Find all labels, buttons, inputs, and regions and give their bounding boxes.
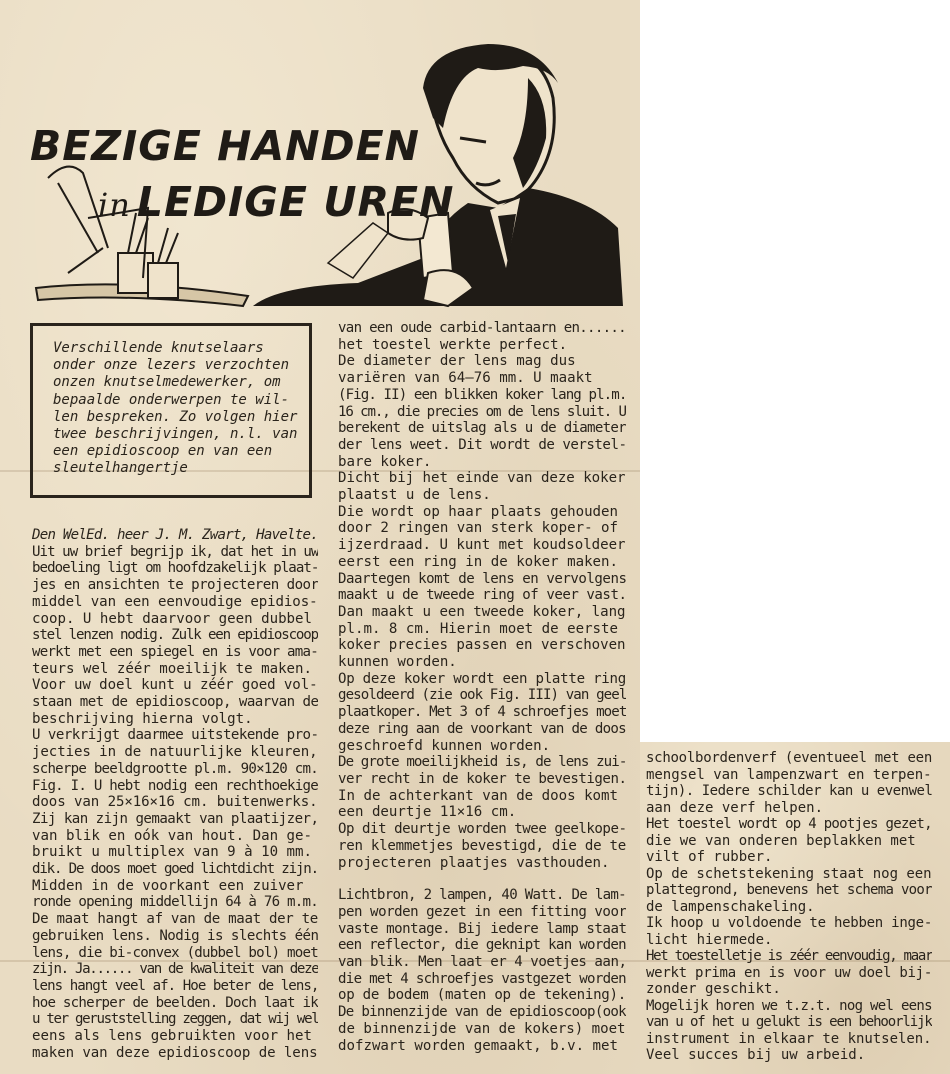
- text-line: scherpe beeldgrootte pl.m. 90×120 cm.: [32, 760, 318, 777]
- text-line: doos van 25×16×16 cm. buitenwerks.: [32, 794, 318, 811]
- text-line: pl.m. 8 cm. Hierin moet de eerste: [338, 620, 619, 637]
- text-line: Op dit deurtje worden twee geelkope-: [338, 821, 626, 838]
- text-line: die met 4 schroefjes vastgezet worden: [338, 970, 626, 987]
- text-line: bare koker.: [338, 453, 432, 470]
- text-line: Zij kan zijn gemaakt van plaatijzer,: [32, 810, 318, 827]
- text-line: coop. U hebt daarvoor geen dubbel: [32, 610, 313, 627]
- text-line: 16 cm., die precies om de lens sluit. U: [338, 403, 626, 420]
- text-line: aan deze verf helpen.: [646, 799, 824, 816]
- text-line: op de bodem (maten op de tekening).: [338, 987, 626, 1004]
- text-line: Dicht bij het einde van deze koker: [338, 470, 626, 487]
- intro-box: [30, 323, 312, 498]
- text-line: van een oude carbid-lantaarn en......: [338, 320, 626, 336]
- text-line: bedoeling ligt om hoofdzakelijk plaat-: [32, 560, 318, 577]
- text-line: Dan maakt u een tweede koker, lang: [338, 603, 626, 620]
- text-line: een deurtje 11×16 cm.: [338, 804, 517, 821]
- text-line: beschrijving hierna volgt.: [32, 710, 253, 727]
- text-line: van blik. Men laat er 4 voetjes aan,: [338, 954, 626, 971]
- text-line: eens als lens gebruikten voor het: [32, 1028, 313, 1045]
- intro-line: bepaalde onderwerpen te wil-: [53, 391, 290, 408]
- text-line: gesoldeerd (zie ook Fig. III) van geel: [338, 687, 626, 704]
- text-line: lens hangt veel af. Hoe beter de lens,: [32, 977, 318, 994]
- text-line: gebruiken lens. Nodig is slechts één: [32, 927, 318, 944]
- text-line: middel van een eenvoudige epidios-: [32, 593, 318, 610]
- header-illustration: [28, 38, 628, 308]
- intro-line: sleutelhangertje: [53, 460, 188, 477]
- text-line: Die wordt op haar plaats gehouden: [338, 503, 619, 520]
- text-line: Uit uw brief begrijp ik, dat het in uw: [32, 543, 318, 560]
- article-column-middle: [338, 320, 626, 1054]
- text-line: deze ring aan de voorkant van de doos: [338, 720, 626, 737]
- headline-line-2: [98, 178, 454, 226]
- column-left-body: [32, 544, 318, 1062]
- text-line: Daartegen komt de lens en vervolgens: [338, 570, 626, 587]
- text-line: u ter geruststelling zeggen, dat wij wel: [32, 1011, 318, 1028]
- text-line: eerst een ring in de koker maken.: [338, 553, 619, 570]
- text-line: hoe scherper de beelden. Doch laat ik: [32, 994, 318, 1011]
- text-line: variëren van 64—76 mm. U maakt: [338, 370, 593, 387]
- intro-line: twee beschrijvingen, n.l. van: [53, 426, 298, 443]
- text-line: dofzwart worden gemaakt, b.v. met: [338, 1037, 619, 1054]
- headline-line-1: BEZIGE HANDEN: [30, 122, 420, 170]
- intro-line: onzen knutselmedewerker, om: [53, 374, 281, 391]
- text-line: zonder geschikt.: [646, 981, 781, 997]
- text-line: De diameter der lens mag dus: [338, 353, 576, 370]
- column-middle-body: [338, 320, 626, 871]
- text-line: Het toestel wordt op 4 pootjes gezet,: [646, 816, 932, 832]
- text-line: vaste montage. Bij iedere lamp staat: [338, 920, 626, 937]
- article-column-left: [32, 527, 318, 1062]
- text-line: Op de schetstekening staat nog een: [646, 865, 932, 882]
- text-line: van u of het u gelukt is een behoorlijk: [646, 1014, 932, 1030]
- text-line: door 2 ringen van sterk koper- of: [338, 520, 619, 537]
- text-line: maakt u de tweede ring of veer vast.: [338, 587, 626, 604]
- man-writing-illustration: [253, 44, 623, 306]
- text-line: tijn). Iedere schilder kan u evenwel: [646, 783, 932, 799]
- text-line: jecties in de natuurlijke kleuren,: [32, 744, 318, 761]
- text-line: mengsel van lampenzwart en terpen-: [646, 766, 932, 783]
- text-line: ronde opening middellijn 64 à 76 m.m.: [32, 894, 318, 911]
- text-line: maken van deze epidioscoop de lens: [32, 1044, 318, 1061]
- text-line: bruikt u multiplex van 9 à 10 mm.: [32, 844, 313, 861]
- text-line: U verkrijgt daarmee uitstekende pro-: [32, 727, 318, 744]
- text-line: de lampenschakeling.: [646, 898, 815, 915]
- text-line: lens, die bi-convex (dubbel bol) moet: [32, 944, 318, 961]
- intro-line: onder onze lezers verzochten: [53, 357, 290, 374]
- headline-main: LEDIGE UREN: [136, 178, 455, 226]
- text-line: koker precies passen en verschoven: [338, 637, 626, 654]
- intro-line: een epidioscoop en van een: [53, 443, 273, 460]
- text-line: het toestel werkte perfect.: [338, 336, 568, 353]
- text-line: zijn. Ja...... van de kwaliteit van deze: [32, 961, 318, 978]
- text-line: teurs wel zéér moeilijk te maken.: [32, 660, 313, 677]
- text-line: kunnen worden.: [338, 654, 457, 671]
- text-line: Op deze koker wordt een platte ring: [338, 670, 626, 687]
- text-line: Veel succes bij uw arbeid.: [646, 1047, 866, 1063]
- text-line: plaatkoper. Met 3 of 4 schroefjes moet: [338, 704, 626, 721]
- headline-prefix: in: [98, 186, 131, 224]
- text-line: werkt prima en is voor uw doel bij-: [646, 964, 932, 981]
- text-line: stel lenzen nodig. Zulk een epidioscoop: [32, 627, 318, 644]
- text-line: staan met de epidioscoop, waarvan de: [32, 694, 318, 711]
- text-line: dik. De doos moet goed lichtdicht zijn.: [32, 861, 318, 878]
- text-line: Lichtbron, 2 lampen, 40 Watt. De lam-: [338, 887, 626, 904]
- text-line: die we van onderen beplakken met: [646, 832, 916, 849]
- text-line: instrument in elkaar te knutselen.: [646, 1030, 932, 1047]
- text-line: (Fig. II) een blikken koker lang pl.m.: [338, 386, 626, 403]
- text-line: pen worden gezet in een fitting voor: [338, 903, 626, 920]
- text-line: Het toestelletje is zéér eenvoudig, maar: [646, 948, 932, 964]
- text-line: Midden in de voorkant een zuiver: [32, 877, 304, 894]
- text-line: Voor uw doel kunt u zéér goed vol-: [32, 677, 318, 694]
- text-line: een reflector, die geknipt kan worden: [338, 937, 626, 954]
- intro-line: len bespreken. Zo volgen hier: [53, 408, 298, 425]
- text-line: van blik en oók van hout. Dan ge-: [32, 827, 313, 844]
- text-line: jes en ansichten te projecteren door: [32, 577, 318, 594]
- text-line: licht hiermede.: [646, 931, 773, 948]
- text-line: projecteren plaatjes vasthouden.: [338, 854, 610, 871]
- text-line: vilt of rubber.: [646, 849, 773, 865]
- text-line: werkt met een spiegel en is voor ama-: [32, 643, 318, 660]
- text-line: ren klemmetjes bevestigd, die de te: [338, 837, 626, 854]
- column-right-body: [646, 750, 932, 1064]
- text-line: De grote moeilijkheid is, de lens zui-: [338, 754, 626, 771]
- text-line: Fig. I. U hebt nodig een rechthoekige: [32, 777, 318, 794]
- text-line: schoolbordenverf (eventueel met een: [646, 750, 932, 766]
- salutation: Den WelEd. heer J. M. Zwart, Havelte.: [32, 527, 318, 543]
- text-line: Mogelijk horen we t.z.t. nog wel eens: [646, 997, 932, 1014]
- text-line: geschroefd kunnen worden.: [338, 737, 551, 754]
- column-middle-body-lichtbron: [338, 887, 626, 1054]
- text-line: der lens weet. Dit wordt de verstel-: [338, 436, 626, 453]
- intro-line: Verschillende knutselaars: [53, 340, 264, 356]
- text-line: ver recht in de koker te bevestigen.: [338, 770, 626, 787]
- text-line: de binnenzijde van de kokers) moet: [338, 1020, 626, 1037]
- text-line: Ik hoop u voldoende te hebben inge-: [646, 915, 932, 931]
- text-line: De binnenzijde van de epidioscoop(ook: [338, 1004, 626, 1021]
- text-line: berekent de uitslag als u de diameter: [338, 420, 626, 437]
- text-line: plaatst u de lens.: [338, 487, 491, 504]
- text-line: ijzerdraad. U kunt met koudsoldeer: [338, 537, 626, 554]
- text-line: plattegrond, benevens het schema voor: [646, 882, 932, 898]
- text-line: In de achterkant van de doos komt: [338, 787, 619, 804]
- article-column-right: [646, 750, 932, 1064]
- text-line: De maat hangt af van de maat der te: [32, 911, 318, 928]
